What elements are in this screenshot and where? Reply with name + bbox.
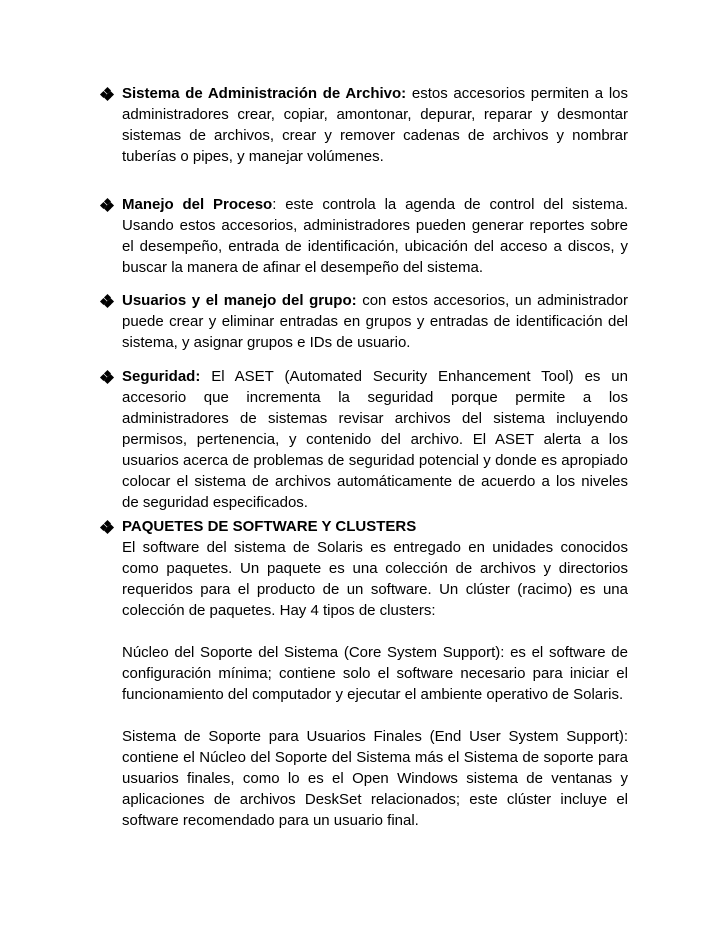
- list-item: [100, 194, 628, 278]
- diamond-bullet-icon: [100, 194, 122, 215]
- list-item-term: Seguridad:: [122, 368, 201, 385]
- list-item-description: estos accesorios permiten a los administradores crear, copiar, amontonar, depurar, reparar y desmontar sistemas de archivos, crear y remover cadenas de archivos y nombrar tuberías o pipes, y manejar volúmenes.: [122, 85, 628, 165]
- list-item: [100, 83, 628, 167]
- list-item-term: Sistema de Administración de Archivo:: [122, 85, 407, 102]
- diamond-bullet-icon: [100, 290, 122, 311]
- list-item-description: con estos accesorios, un administrador puede crear y eliminar entradas en grupos y entradas de identificación del sistema, y asignar grupos e IDs de usuario.: [122, 292, 628, 351]
- paragraph: Núcleo del Soporte del Sistema (Core System Support): es el software de configuración mínima; contiene solo el software necesario para iniciar el funcionamiento del computador y ejecutar el ambiente operativo de Solaris.: [122, 644, 628, 703]
- diamond-bullet-icon: [100, 83, 122, 104]
- list-item-text: [122, 366, 628, 513]
- list-item: [100, 366, 628, 513]
- diamond-bullet-icon: [100, 516, 122, 537]
- list-item-text: [122, 290, 628, 353]
- packages-section: [100, 516, 628, 831]
- list-item: [100, 290, 628, 353]
- list-item-description: El ASET (Automated Security Enhancement Tool) es un accesorio que incrementa la seguridad porque permite a los administradores de sistemas revisar archivos del sistema incluyendo permisos, pertenencia, y contenido del archivo. El ASET alerta a los usuarios acerca de problemas de seguridad potencial y donde es apropiado colocar el sistema de archivos automáticamente de acuerdo a los niveles de seguridad especificados.: [122, 368, 628, 511]
- diamond-bullet-icon: [100, 366, 122, 387]
- list-item-text: [122, 83, 628, 167]
- list-item-term: Usuarios y el manejo del grupo:: [122, 292, 357, 309]
- paragraph: Sistema de Soporte para Usuarios Finales (End User System Support): contiene el Núcleo del Soporte del Sistema más el Sistema de soporte para usuarios finales, como lo es el Open Windows sistema de ventanas y aplicaciones de archivos DeskSet relacionados; este clúster incluye el software recomendado para un usuario final.: [122, 728, 628, 829]
- paragraph: El software del sistema de Solaris es entregado en unidades conocidos como paquetes. Un paquete es una colección de archivos y directorios requeridos para el producto de un software. Un clúster (racimo) es una colección de paquetes. Hay 4 tipos de clusters:: [122, 539, 628, 619]
- list-item-term: Manejo del Proceso: [122, 196, 273, 213]
- list-item-description: : este controla la agenda de control del sistema. Usando estos accesorios, administradores pueden generar reportes sobre el desempeño, entrada de identificación, ubicación del acceso a discos, y buscar la manera de afinar el desempeño del sistema.: [122, 196, 629, 276]
- list-item-text: [122, 194, 628, 278]
- section-heading: PAQUETES DE SOFTWARE Y CLUSTERS: [122, 518, 417, 535]
